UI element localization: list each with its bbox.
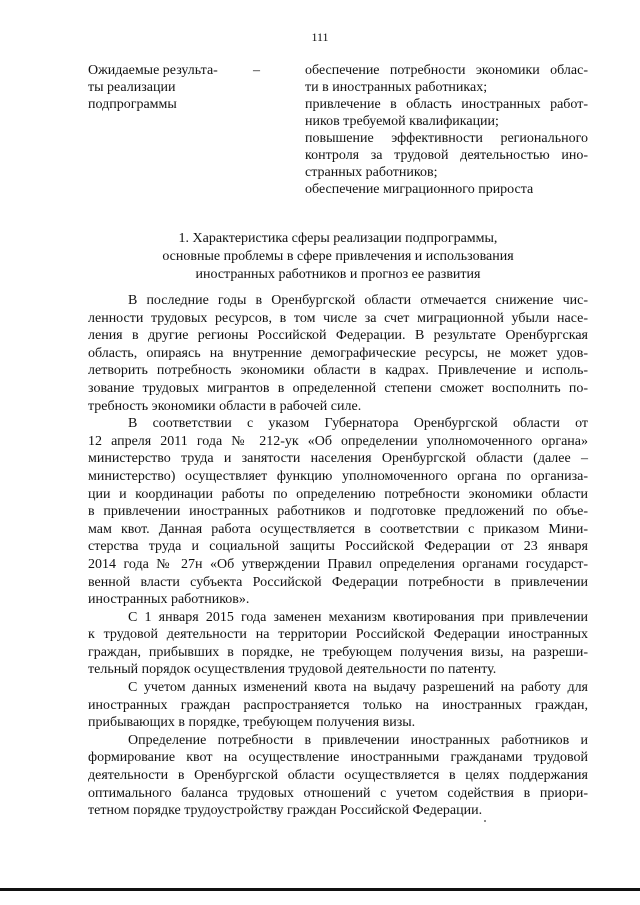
paragraph-line: С учетом данных изменений квота на выдачу разрешений на работу для bbox=[128, 680, 588, 696]
paragraph-line: зование трудовых мигрантов в определенной степени сможет восполнить по- bbox=[88, 380, 588, 396]
paragraph-line: граждан, прибывших в порядке, не требующем получения визы, на разреши- bbox=[88, 644, 588, 660]
paragraph-line: С 1 января 2015 года заменен механизм квотирования при привлечении bbox=[128, 609, 588, 625]
result-line: ников требуемой квалификации; bbox=[305, 114, 499, 129]
paragraph bbox=[88, 609, 588, 679]
paragraph-line: министерство труда и занятости населения Оренбургской области (далее – bbox=[88, 451, 588, 467]
paragraph-line: венной власти субъекта Российской Федерации потребности в привлечении bbox=[88, 574, 588, 590]
paragraph-line: иностранных работников». bbox=[88, 592, 250, 608]
paragraph-line: к трудовой деятельности на территории Российской Федерации иностранных bbox=[88, 627, 588, 643]
result-line: ти в иностранных работниках; bbox=[305, 80, 488, 95]
section-title bbox=[88, 230, 588, 284]
paragraph-line: 2014 года № 27н «Об утверждении Правил определения органами государст- bbox=[88, 556, 588, 572]
paragraph-line: ленности трудовых ресурсов, в том числе за счет миграционной убыли насе- bbox=[88, 310, 588, 326]
paragraph-line: Определение потребности в привлечении иностранных работников и bbox=[128, 732, 588, 748]
paragraph-line: формирование квот на осуществление иностранными гражданами трудовой bbox=[88, 750, 588, 766]
paragraph-line: 12 апреля 2011 года № 212-ук «Об определении уполномоченного органа» bbox=[88, 433, 588, 449]
result-line: обеспечение потребности экономики облас- bbox=[305, 63, 588, 78]
result-line: привлечение в область иностранных работ- bbox=[305, 97, 588, 112]
paragraph-line: летворить потребность экономики области в кадрах. Привлечение и исполь- bbox=[88, 363, 588, 379]
paragraph-line: деятельности в Оренбургской области осуществляется в целях поддержания bbox=[88, 768, 588, 784]
page-number: 111 bbox=[311, 30, 329, 44]
label-line: подпрограммы bbox=[88, 97, 177, 112]
paragraph-line: требность экономики области в рабочей силе. bbox=[88, 398, 362, 414]
paragraph-line: прибывающих в порядке, требующем получения визы. bbox=[88, 715, 416, 731]
body-text bbox=[88, 292, 588, 820]
expected-results-label bbox=[88, 62, 253, 198]
paragraph-line: тельный порядок осуществления трудовой деятельности по патенту. bbox=[88, 662, 497, 678]
label-line: Ожидаемые результа- bbox=[88, 63, 218, 78]
paragraph bbox=[88, 732, 588, 820]
paragraph-line: министерство) осуществляет функцию уполномоченного органа по организа- bbox=[88, 468, 588, 484]
paragraph-line: стерства труда и социальной защиты Российской Федерации от 23 января bbox=[88, 539, 588, 555]
result-line: контроля за трудовой деятельностью ино- bbox=[305, 148, 588, 163]
result-line: странных работников; bbox=[305, 165, 438, 180]
paragraph-line: В соответствии с указом Губернатора Оренбургской области от bbox=[128, 416, 588, 432]
scan-speck bbox=[484, 820, 486, 822]
paragraph-line: ления в другие регионы Российской Федерации. В результате Оренбургская bbox=[88, 328, 588, 344]
paragraph-line: мам квот. Данная работа осуществляется в соответствии с приказом Мини- bbox=[88, 521, 588, 537]
paragraph-line: ции и координации работы по определению потребности экономики области bbox=[88, 486, 588, 502]
paragraph-line: область, опираясь на внутренние демографические ресурсы, не может удов- bbox=[88, 345, 588, 361]
paragraph-line: иностранных граждан распространяется только на иностранных граждан, bbox=[88, 697, 588, 713]
paragraph-line: в привлечении иностранных работников и подготовке предложений по объе- bbox=[88, 504, 588, 520]
paragraph bbox=[88, 292, 588, 415]
result-line: повышение эффективности регионального bbox=[305, 131, 588, 146]
paragraph-line: В последние годы в Оренбургской области отмечается снижение чис- bbox=[128, 293, 588, 308]
paragraph-line: оптимального баланса трудовых отношений с учетом содействия в приори- bbox=[88, 785, 588, 801]
paragraph bbox=[88, 679, 588, 732]
section-title-line: 1. Характеристика сферы реализации подпрограммы, bbox=[178, 231, 498, 246]
section-title-line: основные проблемы в сфере привлечения и использования bbox=[162, 249, 514, 264]
paragraph bbox=[88, 415, 588, 609]
label-line: ты реализации bbox=[88, 80, 176, 95]
bottom-rule bbox=[0, 888, 640, 891]
section-title-line: иностранных работников и прогноз ее развития bbox=[195, 267, 481, 282]
paragraph-line: тетном порядке трудоустройству граждан Российской Федерации. bbox=[88, 803, 483, 819]
label-dash: – bbox=[253, 63, 260, 78]
expected-results-block bbox=[88, 62, 588, 198]
result-line: обеспечение миграционного прироста bbox=[305, 182, 534, 197]
expected-results-list bbox=[305, 62, 588, 198]
